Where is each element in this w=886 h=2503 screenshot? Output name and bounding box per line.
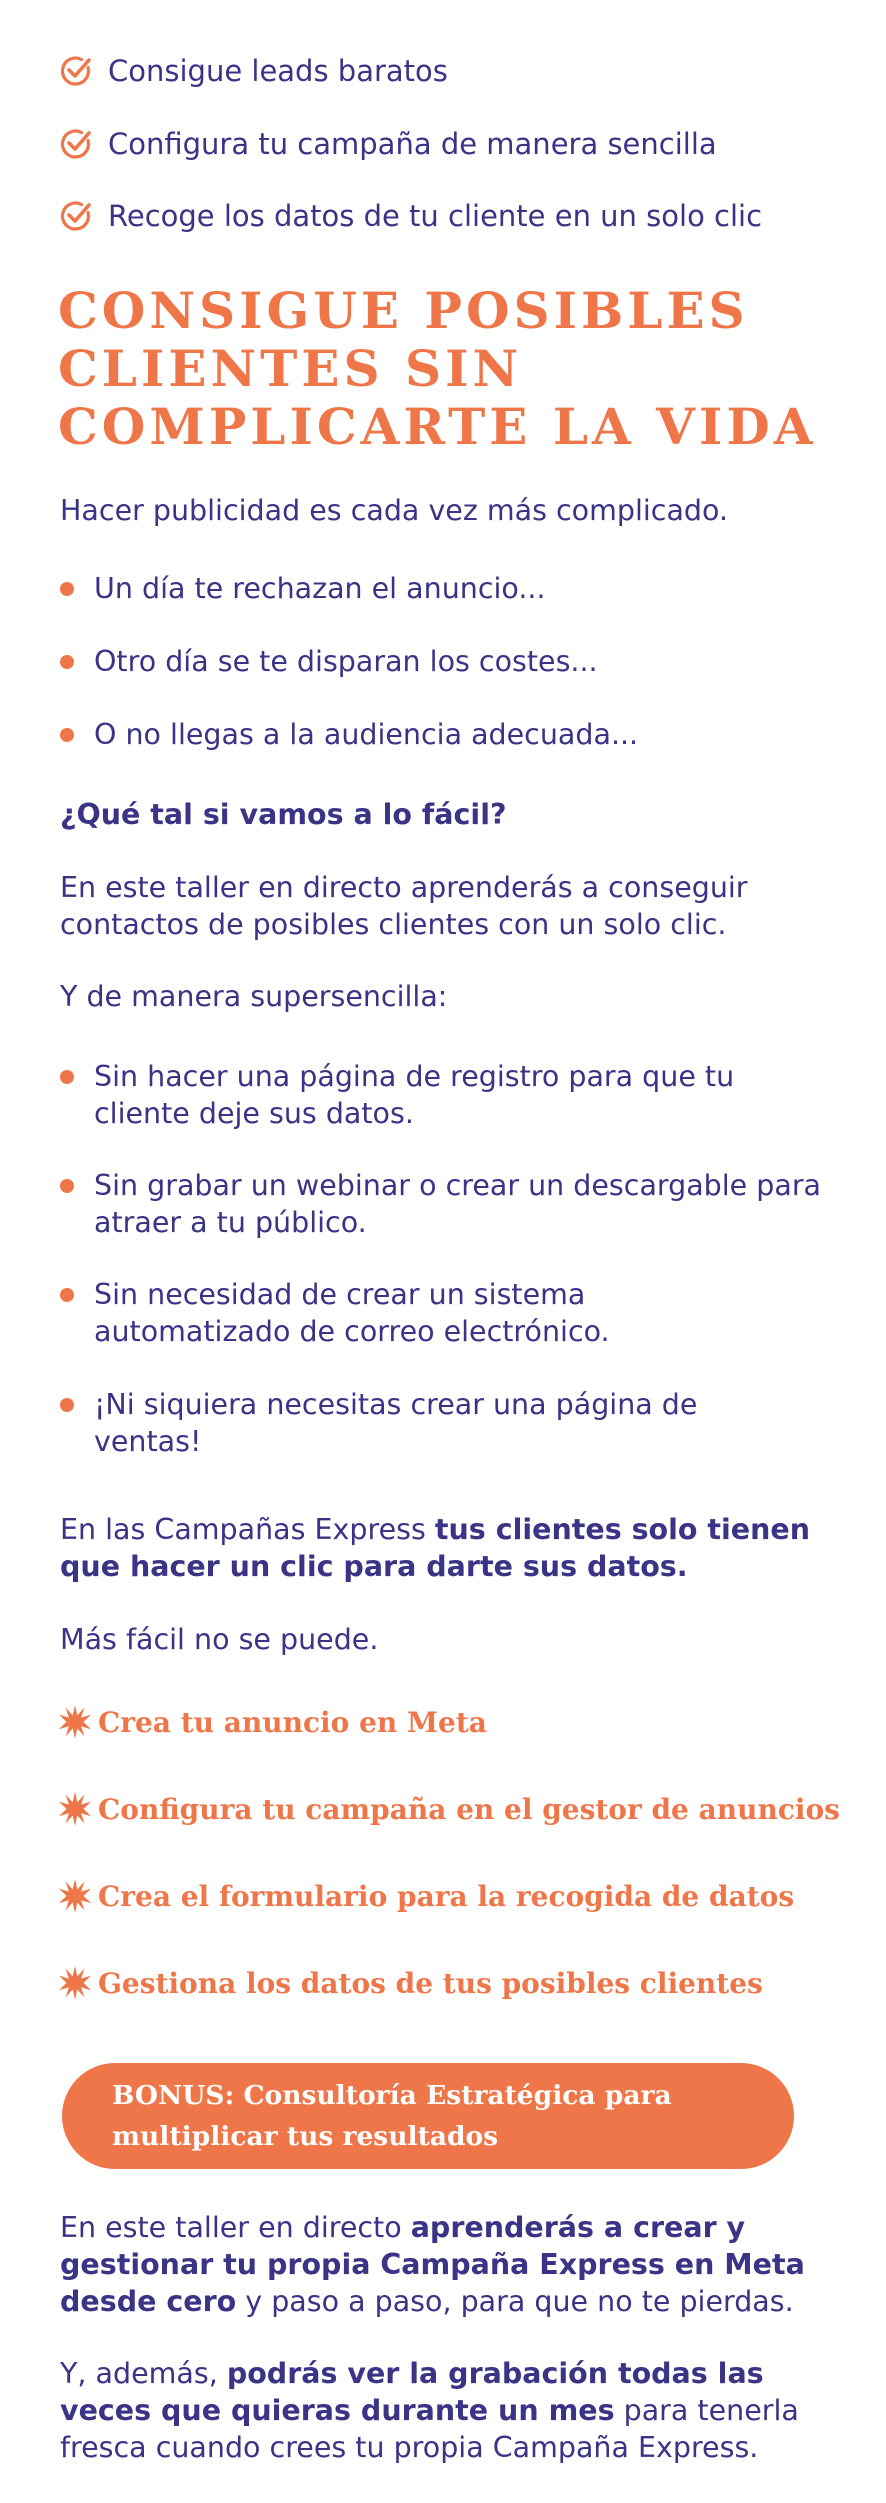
feature-text: ¡Ni siquiera necesitas crear una página de ventas!: [94, 1388, 698, 1458]
problem-text: O no llegas a la audiencia adecuada...: [94, 718, 639, 751]
bonus-banner: [62, 2063, 794, 2169]
check-circle-icon: [58, 53, 94, 89]
step-item: [58, 1789, 840, 1829]
headline-line: CONSIGUE POSIBLES: [58, 281, 749, 340]
check-circle-icon: [58, 126, 94, 162]
step-item: [58, 1702, 487, 1742]
closing1-suffix: y paso a paso, para que no te pierdas.: [236, 2285, 794, 2318]
closing-paragraph-1: [60, 2209, 850, 2320]
step-text: Crea el formulario para la recogida de datos: [98, 1879, 795, 1913]
facil-paragraph: Más fácil no se puede.: [60, 1623, 379, 1656]
feature-text: Sin necesidad de crear un sistema automatizado de correo electrónico.: [94, 1278, 610, 1348]
headline-line: CLIENTES SIN: [58, 339, 523, 398]
benefit-item: [58, 124, 717, 164]
question-heading: ¿Qué tal si vamos a lo fácil?: [60, 798, 507, 831]
step-item: [58, 1876, 794, 1916]
check-circle-icon: [58, 198, 94, 234]
dot-icon: [60, 1288, 74, 1302]
closing2-prefix: Y, además,: [60, 2357, 227, 2390]
benefit-item: [58, 51, 448, 91]
supersencilla-paragraph: Y de manera supersencilla:: [60, 980, 448, 1013]
bonus-text: [112, 2075, 752, 2157]
dot-icon: [60, 1179, 74, 1193]
page-headline: [58, 282, 838, 456]
dot-icon: [60, 655, 74, 669]
starburst-icon: [58, 1879, 92, 1913]
closing1-bold: aprenderás a crear y gestionar tu propia Campaña Express en Meta desde cero: [60, 2211, 805, 2318]
dot-icon: [60, 582, 74, 596]
closing1-prefix: En este taller en directo: [60, 2211, 411, 2244]
benefit-text: Recoge los datos de tu cliente en un solo clic: [108, 199, 763, 233]
closing-paragraph-2: [60, 2355, 850, 2466]
step-item: [58, 1963, 763, 2003]
bonus-line: BONUS: Consultoría Estratégica para: [112, 2080, 672, 2111]
feature-text: Sin hacer una página de registro para que tu cliente deje sus datos.: [94, 1060, 735, 1130]
closing2-suffix: para tenerla fresca cuando crees tu propia Campaña Express.: [60, 2394, 799, 2464]
express-paragraph: [60, 1511, 840, 1585]
headline-line: COMPLICARTE LA VIDA: [58, 397, 817, 456]
benefit-text: Consigue leads baratos: [108, 54, 448, 88]
express-bold: tus clientes solo tienen que hacer un clic para darte sus datos.: [60, 1513, 811, 1583]
step-text: Configura tu campaña en el gestor de anuncios: [98, 1792, 840, 1826]
dot-icon: [60, 728, 74, 742]
problem-text: Otro día se te disparan los costes...: [94, 645, 598, 678]
closing2-bold: podrás ver la grabación todas las veces que quieras durante un mes: [60, 2357, 764, 2427]
problem-text: Un día te rechazan el anuncio...: [94, 572, 546, 605]
feature-text: Sin grabar un webinar o crear un descargable para atraer a tu público.: [94, 1169, 822, 1239]
starburst-icon: [58, 1966, 92, 2000]
taller-paragraph: En este taller en directo aprenderás a conseguir contactos de posibles clientes con un solo clic.: [60, 871, 748, 941]
starburst-icon: [58, 1705, 92, 1739]
bonus-line: multiplicar tus resultados: [112, 2121, 499, 2152]
starburst-icon: [58, 1792, 92, 1826]
benefit-text: Configura tu campaña de manera sencilla: [108, 127, 717, 161]
benefit-item: [58, 196, 762, 236]
step-text: Gestiona los datos de tus posibles clientes: [98, 1966, 763, 2000]
step-text: Crea tu anuncio en Meta: [98, 1705, 487, 1739]
express-prefix: En las Campañas Express: [60, 1513, 435, 1546]
dot-icon: [60, 1070, 74, 1084]
dot-icon: [60, 1398, 74, 1412]
intro-paragraph: Hacer publicidad es cada vez más complicado.: [60, 494, 729, 527]
